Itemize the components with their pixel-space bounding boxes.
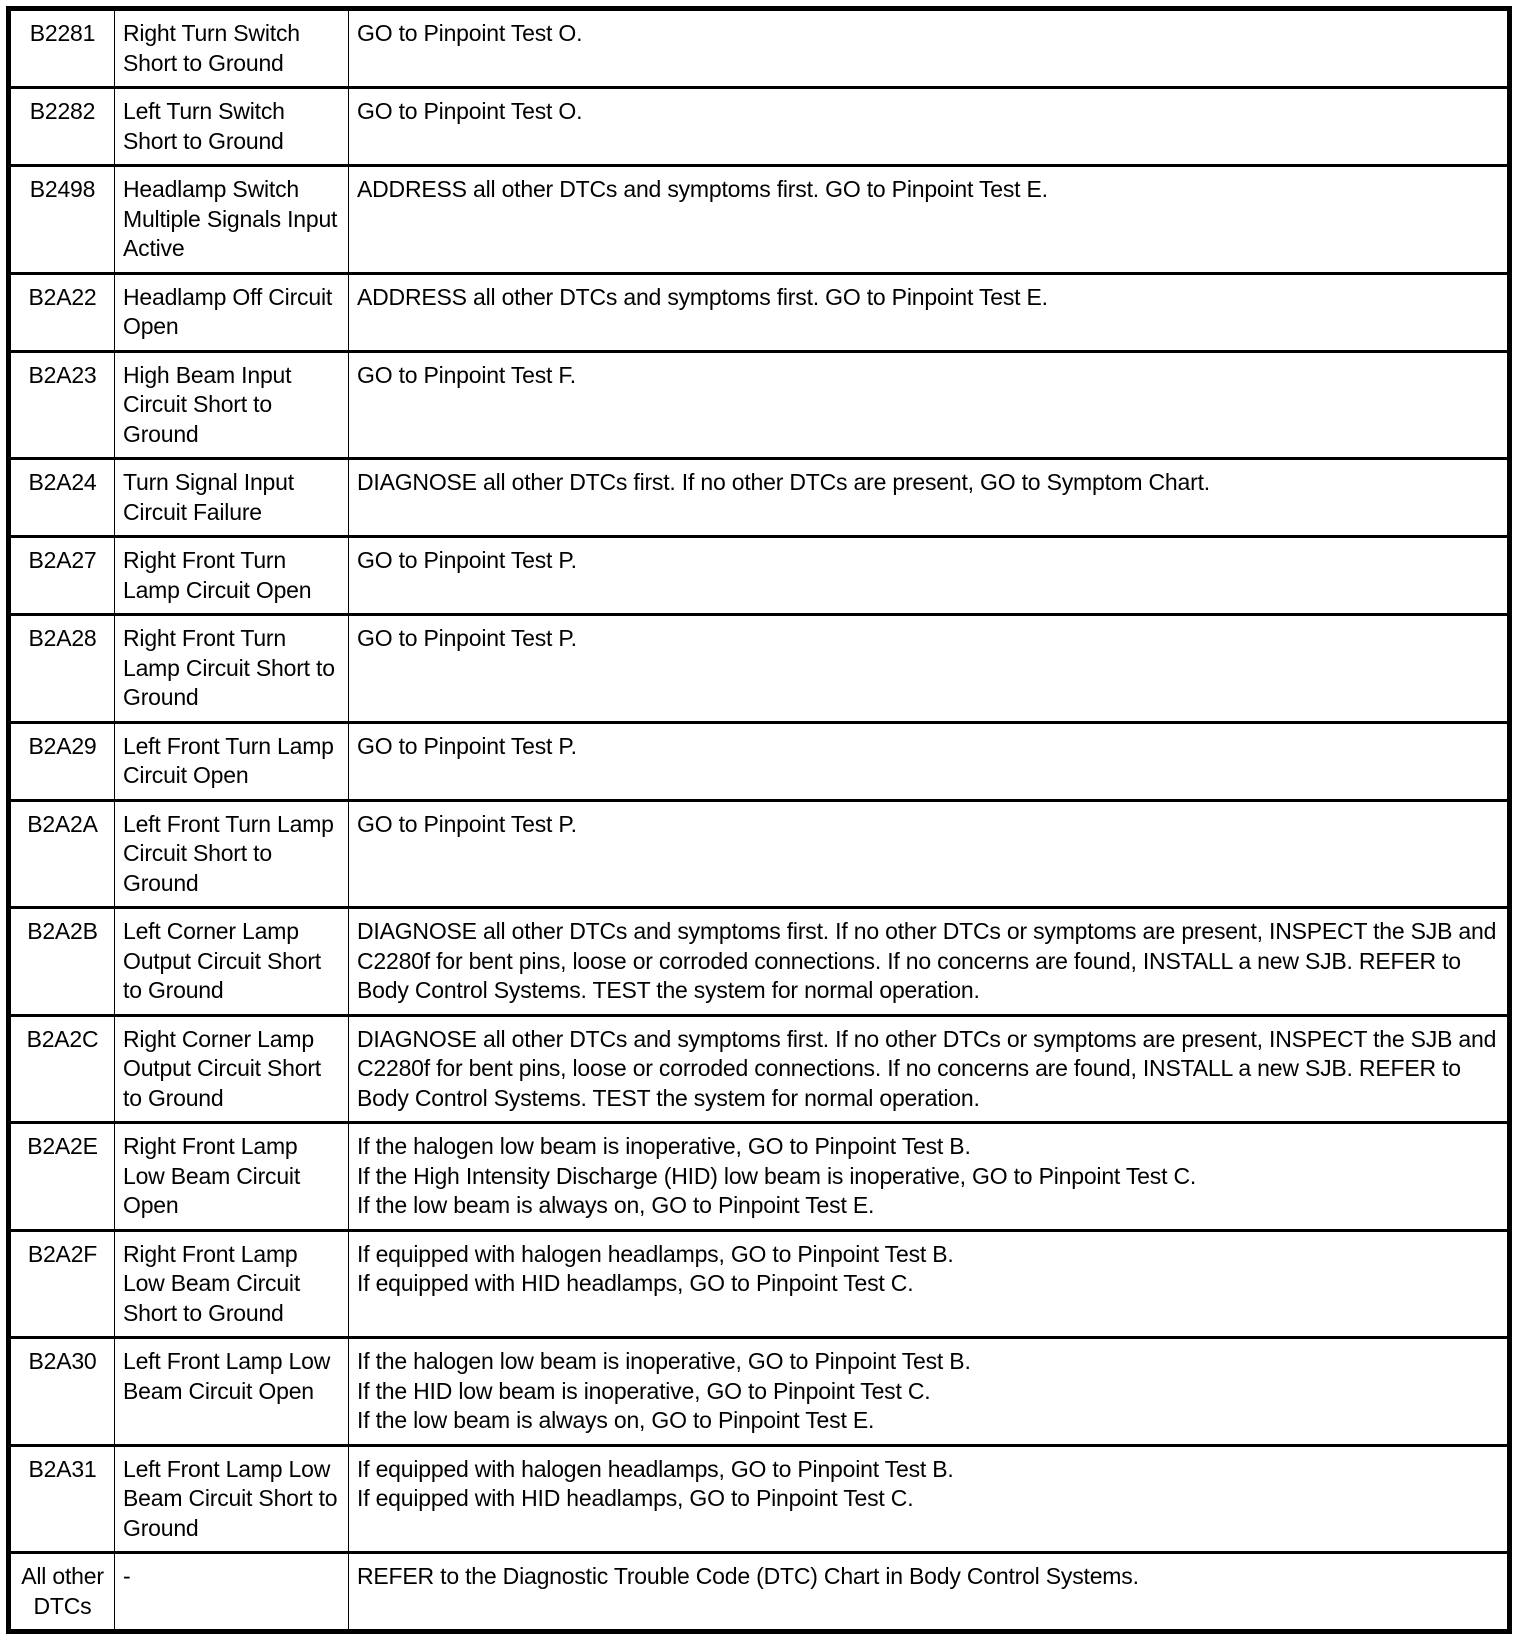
dtc-code-cell: B2A2E <box>27 1133 98 1159</box>
dtc-action-line: If equipped with halogen headlamps, GO to Pinpoint Test B. <box>357 1455 954 1482</box>
dtc-code-cell: B2A2B <box>27 918 98 944</box>
dtc-action-cell <box>349 1553 1510 1632</box>
dtc-action-line: ADDRESS all other DTCs and symptoms first. GO to Pinpoint Test E. <box>357 283 1048 310</box>
dtc-action-line: GO to Pinpoint Test F. <box>357 361 576 388</box>
dtc-description-cell: Right Front Turn Lamp Circuit Open <box>115 537 349 615</box>
dtc-action-cell <box>349 537 1510 615</box>
dtc-action-cell <box>349 1123 1510 1231</box>
dtc-action-line: If the HID low beam is inoperative, GO to Pinpoint Test C. <box>357 1377 931 1404</box>
dtc-action-line: GO to Pinpoint Test O. <box>357 20 583 46</box>
dtc-description-cell: Left Front Turn Lamp Circuit Open <box>115 722 349 800</box>
dtc-code-cell: B2A30 <box>28 1348 97 1374</box>
dtc-action-line: If the low beam is always on, GO to Pinpoint Test E. <box>357 1407 875 1433</box>
dtc-action-line: If the halogen low beam is inoperative, GO to Pinpoint Test B. <box>357 1348 971 1374</box>
dtc-action-line: If equipped with HID headlamps, GO to Pinpoint Test C. <box>357 1485 914 1511</box>
dtc-action-line: If the halogen low beam is inoperative, GO to Pinpoint Test B. <box>357 1133 971 1159</box>
dtc-table-body <box>9 9 1510 1632</box>
dtc-action-cell <box>349 88 1510 166</box>
dtc-action-line: If equipped with halogen headlamps, GO to Pinpoint Test B. <box>357 1240 954 1267</box>
dtc-action-line: GO to Pinpoint Test P. <box>357 547 577 573</box>
dtc-code-cell: All other DTCs <box>21 1563 104 1619</box>
dtc-code-cell: B2A2A <box>27 810 98 837</box>
dtc-action-line: If the low beam is always on, GO to Pinpoint Test E. <box>357 1192 875 1218</box>
dtc-action-cell <box>349 722 1510 800</box>
dtc-code-cell: B2281 <box>29 20 96 46</box>
table-row <box>9 351 1510 459</box>
dtc-action-cell <box>349 800 1510 908</box>
dtc-action-line: ADDRESS all other DTCs and symptoms first. GO to Pinpoint Test E. <box>357 176 1048 202</box>
dtc-action-cell <box>349 166 1510 274</box>
dtc-code-cell: B2A2F <box>27 1240 98 1267</box>
table-row <box>9 800 1510 908</box>
table-row <box>9 1230 1510 1338</box>
dtc-action-line: GO to Pinpoint Test P. <box>357 625 577 651</box>
table-row <box>9 88 1510 166</box>
table-row <box>9 1338 1510 1446</box>
dtc-action-line: DIAGNOSE all other DTCs first. If no other DTCs are present, GO to Symptom Chart. <box>357 469 1210 495</box>
table-row <box>9 273 1510 351</box>
dtc-table <box>6 6 1512 1634</box>
table-row <box>9 908 1510 1016</box>
dtc-action-cell <box>349 1445 1510 1553</box>
table-row <box>9 1123 1510 1231</box>
dtc-action-cell <box>349 1015 1510 1123</box>
table-row <box>9 615 1510 723</box>
dtc-action-line: If the High Intensity Discharge (HID) low beam is inoperative, GO to Pinpoint Test C. <box>357 1162 1197 1189</box>
dtc-code-cell: B2A27 <box>28 547 97 573</box>
dtc-description-cell: Left Front Lamp Low Beam Circuit Short to Ground <box>115 1445 349 1553</box>
dtc-code-cell: B2A22 <box>28 283 97 310</box>
dtc-action-line: DIAGNOSE all other DTCs and symptoms first. If no other DTCs or symptoms are present, INSPECT the SJB and C2280f for bent pins, loose or corroded connections. If no concerns are found, INSTALL a new SJB. REFER to Body Control Systems. TEST the system for normal operation. <box>357 1025 1497 1111</box>
dtc-action-line: REFER to the Diagnostic Trouble Code (DTC) Chart in Body Control Systems. <box>357 1563 1139 1589</box>
dtc-description-cell: Left Corner Lamp Output Circuit Short to Ground <box>115 908 349 1016</box>
table-row <box>9 722 1510 800</box>
dtc-code-cell: B2A28 <box>28 625 97 651</box>
dtc-code-cell: B2A29 <box>28 732 97 759</box>
dtc-action-cell <box>349 273 1510 351</box>
table-row <box>9 9 1510 88</box>
dtc-description-cell: Left Turn Switch Short to Ground <box>115 88 349 166</box>
table-row <box>9 166 1510 274</box>
dtc-description-cell: Turn Signal Input Circuit Failure <box>115 459 349 537</box>
dtc-action-cell <box>349 9 1510 88</box>
table-row <box>9 1445 1510 1553</box>
dtc-action-line: If equipped with HID headlamps, GO to Pinpoint Test C. <box>357 1270 914 1296</box>
dtc-action-cell <box>349 615 1510 723</box>
dtc-description-cell: Left Front Lamp Low Beam Circuit Open <box>115 1338 349 1446</box>
table-row <box>9 537 1510 615</box>
dtc-description-cell: Right Front Lamp Low Beam Circuit Open <box>115 1123 349 1231</box>
dtc-description-cell: High Beam Input Circuit Short to Ground <box>115 351 349 459</box>
dtc-action-cell <box>349 459 1510 537</box>
dtc-description-cell: - <box>115 1553 349 1632</box>
table-row <box>9 1015 1510 1123</box>
dtc-code-cell: B2282 <box>29 98 96 124</box>
dtc-description-cell: Right Turn Switch Short to Ground <box>115 9 349 88</box>
dtc-code-cell: B2498 <box>29 176 96 202</box>
dtc-code-cell: B2A23 <box>28 361 97 388</box>
dtc-description-cell: Right Front Turn Lamp Circuit Short to Ground <box>115 615 349 723</box>
dtc-description-cell: Right Front Lamp Low Beam Circuit Short to Ground <box>115 1230 349 1338</box>
dtc-action-line: GO to Pinpoint Test O. <box>357 98 583 124</box>
dtc-action-cell <box>349 351 1510 459</box>
dtc-action-line: GO to Pinpoint Test P. <box>357 732 577 759</box>
table-row <box>9 1553 1510 1632</box>
dtc-action-line: GO to Pinpoint Test P. <box>357 810 577 837</box>
dtc-description-cell: Right Corner Lamp Output Circuit Short to Ground <box>115 1015 349 1123</box>
dtc-action-cell <box>349 1230 1510 1338</box>
dtc-description-cell: Headlamp Switch Multiple Signals Input Active <box>115 166 349 274</box>
dtc-code-cell: B2A31 <box>28 1455 97 1482</box>
dtc-description-cell: Left Front Turn Lamp Circuit Short to Ground <box>115 800 349 908</box>
dtc-action-line: DIAGNOSE all other DTCs and symptoms first. If no other DTCs or symptoms are present, INSPECT the SJB and C2280f for bent pins, loose or corroded connections. If no concerns are found, INSTALL a new SJB. REFER to Body Control Systems. TEST the system for normal operation. <box>357 918 1497 1003</box>
dtc-code-cell: B2A2C <box>26 1025 99 1052</box>
dtc-action-cell <box>349 908 1510 1016</box>
dtc-code-cell: B2A24 <box>28 469 97 495</box>
dtc-action-cell <box>349 1338 1510 1446</box>
dtc-description-cell: Headlamp Off Circuit Open <box>115 273 349 351</box>
table-row <box>9 459 1510 537</box>
